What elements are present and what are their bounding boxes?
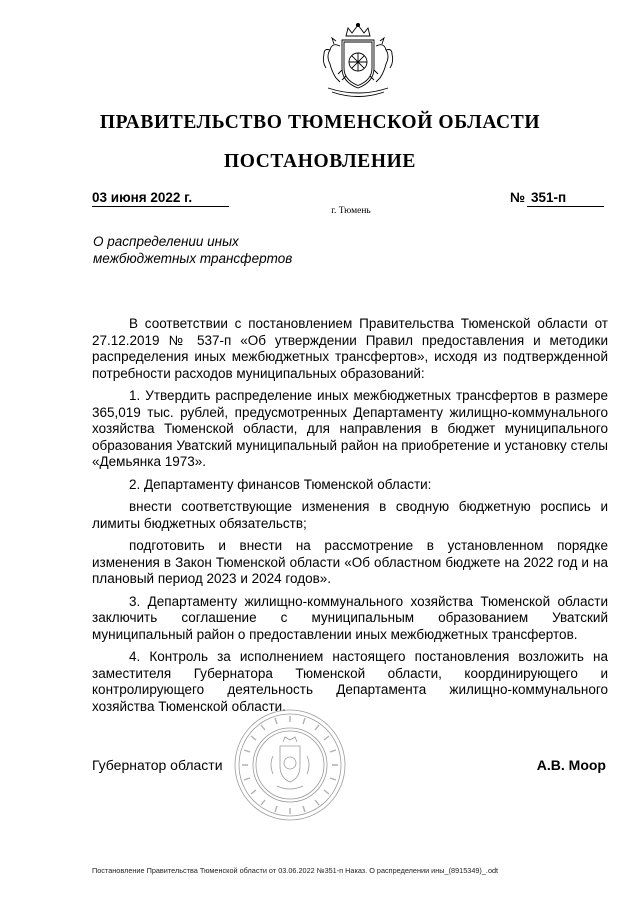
document-type: ПОСТАНОВЛЕНИЕ: [223, 151, 417, 172]
body-paragraph-preamble: В соответствии с постановлением Правительства Тюменской области от 27.12.2019 № 537-п «Об утверждении Правил предоставления и методики распределения иных межбюджетных трансфертов», исходя из подтвержденной потребности расходов муниципальных образований:: [92, 316, 608, 381]
document-date: 03 июня 2022 г.: [92, 190, 229, 207]
subject-line-1: О распределении иных: [93, 234, 239, 249]
signatory-position: Губернатор области: [92, 757, 223, 773]
subject-line-2: межбюджетных трансфертов: [93, 251, 293, 266]
government-name: ПРАВИТЕЛЬСТВО ТЮМЕНСКОЙ ОБЛАСТИ: [99, 112, 541, 133]
official-seal-icon: [233, 708, 347, 822]
document-footer: Постановление Правительства Тюменской области от 03.06.2022 №351-п Наказ. О распределении ины_(8915349)_.odt: [92, 866, 499, 875]
signatory-name: А.В. Моор: [536, 757, 606, 773]
body-paragraph-2b: подготовить и внести на рассмотрение в установленном порядке изменения в Закон Тюменской области «Об областном бюджете на 2022 год и на плановый период 2023 и 2024 годов».: [92, 538, 608, 586]
body-paragraph-2: 2. Департаменту финансов Тюменской области:: [129, 476, 432, 492]
city-name: г. Тюмень: [331, 206, 371, 216]
document-number: 351-п: [527, 190, 604, 207]
body-paragraph-2a: внести соответствующие изменения в сводную бюджетную роспись и лимиты бюджетных обязательств;: [92, 499, 608, 531]
body-paragraph-3: 3. Департаменту жилищно-коммунального хозяйства Тюменской области заключить соглашение с муниципальным образованием Уватский муниципальный район о предоставлении иных межбюджетных трансфертов.: [92, 593, 608, 642]
body-paragraph-4: 4. Контроль за исполнением настоящего постановления возложить на заместителя Губернатора Тюменской области, координирующего и контролирующего деятельность Департамента жилищно-коммунального хозяйства Тюменской области.: [92, 649, 608, 714]
document-subject: [93, 233, 292, 267]
coat-of-arms-icon: [312, 22, 404, 102]
document-body: [92, 316, 608, 721]
body-paragraph-1: 1. Утвердить распределение иных межбюджетных трансфертов в размере 365,019 тыс. рублей, предусмотренных Департаменту жилищно-коммунального хозяйства Тюменской области, для направления в бюджет муниципального образования Уватский муниципальный район на приобретение и установку стелы «Демьянка 1973».: [92, 388, 608, 469]
number-prefix: №: [510, 190, 526, 205]
